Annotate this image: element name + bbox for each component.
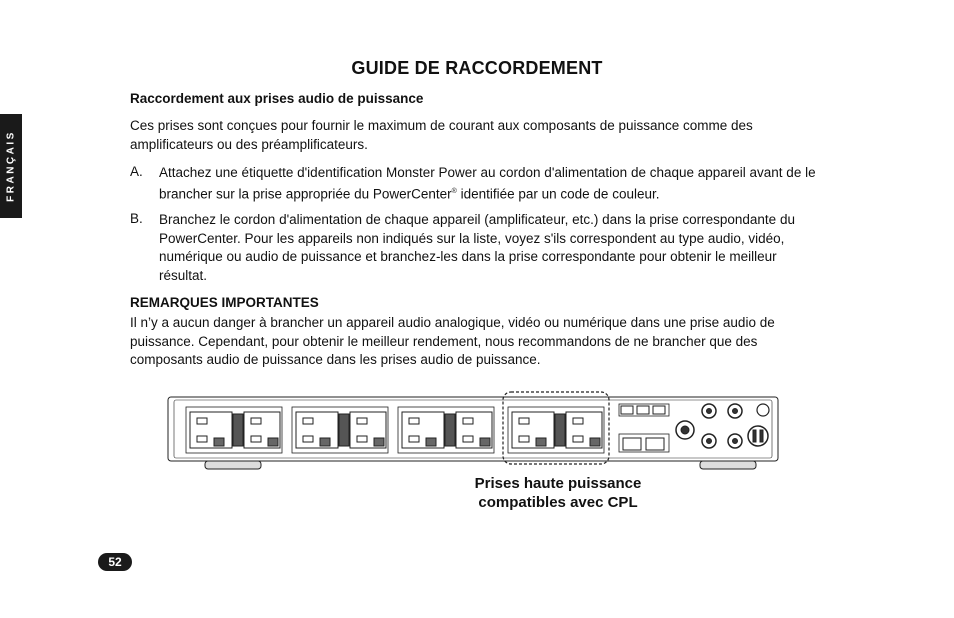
item-b-letter: B. (130, 211, 143, 226)
registered-mark: ® (451, 187, 457, 195)
page-number-badge: 52 (98, 553, 132, 571)
section-heading: Raccordement aux prises audio de puissance (130, 91, 424, 106)
notes-paragraph: Il n’y a aucun danger à brancher un appareil audio analogique, vidéo ou numérique dans une prise audio de puissance. Cependant, pour obtenir le meilleur rendement, nous recommandons de ne brancher que des composants audio de puissance dans les prises audio de puissance. (130, 315, 775, 367)
outlet-bank-2 (292, 407, 388, 453)
language-label: FRANÇAIS (5, 130, 17, 202)
caption-line-1: Prises haute puissance (474, 475, 642, 492)
intro-paragraph: Ces prises sont conçues pour fournir le maximum de courant aux composants de puissance comme des amplificateurs ou des préamplificateurs. (130, 118, 753, 152)
item-a-text-end: identifiée par un code de couleur. (456, 186, 660, 201)
foot-left (205, 461, 261, 469)
outlet-bank-3 (398, 407, 494, 453)
item-b-text: Branchez le cordon d'alimentation de chaque appareil (amplificateur, etc.) dans la prise correspondante du PowerCenter. Pour les appareils non indiqués sur la liste, voyez s'ils correspondent au type audio, vidéo, numérique ou audio de puissance et branchez-les dans la prise correspondante pour obtenir le meilleur résultat. (159, 212, 795, 283)
item-a-text-main: Attachez une étiquette d'identification Monster Power au cordon d'alimentation de chaque appareil avant de le brancher sur la prise appropriée du PowerCenter (159, 165, 816, 201)
notes-heading: REMARQUES IMPORTANTES (130, 295, 319, 310)
item-a-letter: A. (130, 164, 143, 179)
foot-right (700, 461, 756, 469)
outlet-bank-1 (186, 407, 282, 453)
illustration-caption (452, 474, 664, 512)
caption-line-2: compatibles avec CPL (478, 494, 638, 511)
outlet-bank-4 (508, 407, 604, 453)
page-title: GUIDE DE RACCORDEMENT (351, 58, 603, 78)
